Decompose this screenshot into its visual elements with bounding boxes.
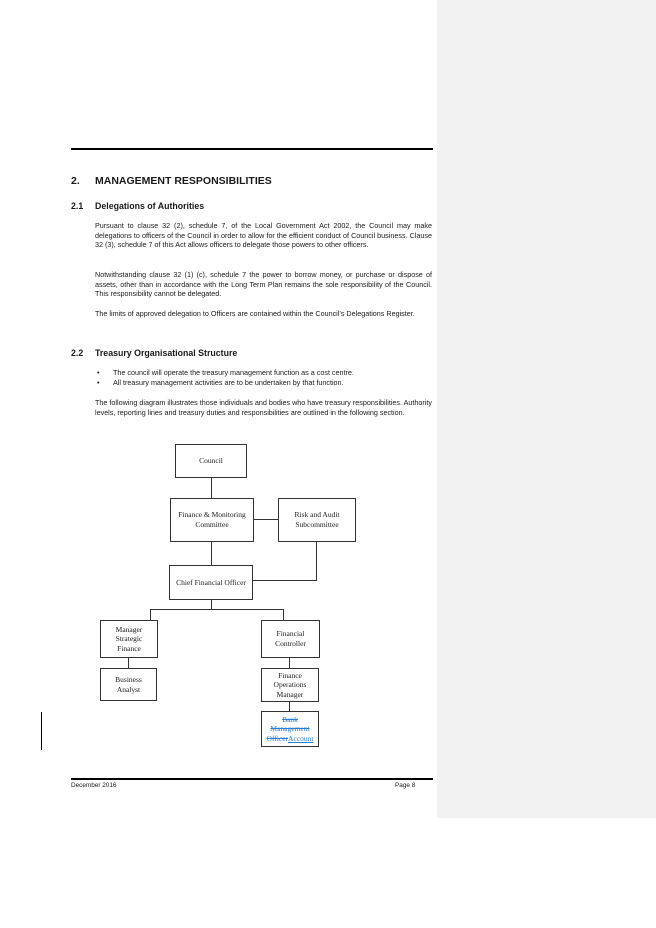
- business-analyst-label: Analyst: [116, 684, 141, 694]
- financial-controller-box: [261, 620, 320, 658]
- deleted-text: Officer: [266, 733, 289, 743]
- finance-committee-label: Committee: [195, 520, 229, 529]
- list-item: [95, 368, 432, 378]
- delegations-paragraph-3: The limits of approved delegation to Officers are contained within the Council’s Delegations Register.: [95, 309, 415, 318]
- connector-line: [253, 519, 279, 520]
- bank-officer-box: [261, 711, 319, 747]
- manager-strategic-label: Strategic: [115, 634, 143, 644]
- delegations-number: 2.1: [71, 201, 84, 211]
- connector-line: [150, 609, 284, 610]
- list-item: [95, 378, 432, 388]
- header-rule: [71, 148, 433, 150]
- business-analyst-box: [100, 668, 157, 701]
- finance-ops-label: Manager: [276, 689, 304, 699]
- manager-strategic-label: Finance: [117, 643, 141, 653]
- deleted-text: Management: [270, 724, 310, 734]
- section-number: 2.: [71, 175, 80, 187]
- diagram-intro: The following diagram illustrates those individuals and bodies who have treasury responsibilities. Authority levels, reporting lines and treasury duties and responsibilities are outlined in the following section.: [95, 398, 432, 417]
- business-analyst-label: Business: [115, 674, 142, 684]
- bullet-icon: •: [97, 378, 100, 388]
- finance-ops-label: Finance: [278, 670, 302, 680]
- connector-line: [211, 478, 212, 498]
- risk-audit-box: [278, 498, 356, 542]
- cfo-box: [169, 565, 253, 600]
- bullet-icon: •: [97, 368, 100, 377]
- connector-line: [252, 580, 317, 581]
- risk-audit-label: Subcommittee: [295, 520, 339, 529]
- delegations-heading: [71, 201, 204, 211]
- structure-heading: [71, 348, 237, 358]
- bullet-text: All treasury management activities are to be undertaken by that function.: [113, 378, 344, 388]
- connector-line: [289, 701, 290, 711]
- delegations-paragraph-1: Pursuant to clause 32 (2), schedule 7, of the Local Government Act 2002, the Council may make delegations to officers of the Council in order to allow for the efficient conduct of Council business. Clause 32 (3), schedule 7 of this Act allows officers to delegate those powers to other officers.: [95, 221, 432, 250]
- finance-ops-label: Operations: [273, 680, 307, 690]
- cfo-label: Chief Financial Officer: [176, 577, 246, 587]
- connector-line: [211, 541, 212, 565]
- connector-line: [128, 657, 129, 668]
- finance-committee-label: Finance & Monitoring: [178, 510, 246, 520]
- section-heading: [71, 175, 272, 187]
- markup-pane: [437, 0, 656, 818]
- bullet-list: [95, 368, 432, 388]
- inserted-text: Account: [288, 733, 314, 743]
- financial-controller-label: Financial: [276, 629, 305, 639]
- structure-title: Treasury Organisational Structure: [95, 348, 238, 358]
- footer-rule: [71, 778, 433, 780]
- risk-audit-label: Risk and Audit: [294, 510, 340, 520]
- finance-committee-box: [170, 498, 254, 542]
- manager-strategic-box: [100, 620, 158, 658]
- section-title: MANAGEMENT RESPONSIBILITIES: [95, 175, 272, 187]
- council-label: Council: [199, 456, 223, 466]
- change-bar: [41, 712, 42, 750]
- finance-ops-box: [261, 668, 319, 702]
- delegations-title: Delegations of Authorities: [95, 201, 205, 211]
- financial-controller-label: Controller: [275, 639, 306, 648]
- footer-date: December 2016: [71, 782, 117, 789]
- connector-line: [289, 657, 290, 668]
- structure-number: 2.2: [71, 348, 84, 358]
- footer-page: Page 8: [395, 782, 416, 789]
- delegations-paragraph-2: Notwithstanding clause 32 (1) (c), schedule 7 the power to borrow money, or purchase or dispose of assets, other than in accordance with the Long Term Plan remains the sole responsibility of the Council. This responsibility cannot be delegated.: [95, 270, 432, 299]
- deleted-text: Bank: [282, 714, 298, 724]
- manager-strategic-label: Manager: [115, 624, 143, 634]
- connector-line: [316, 542, 317, 581]
- bullet-text: The council will operate the treasury management function as a cost centre.: [113, 368, 354, 377]
- council-box: [175, 444, 247, 478]
